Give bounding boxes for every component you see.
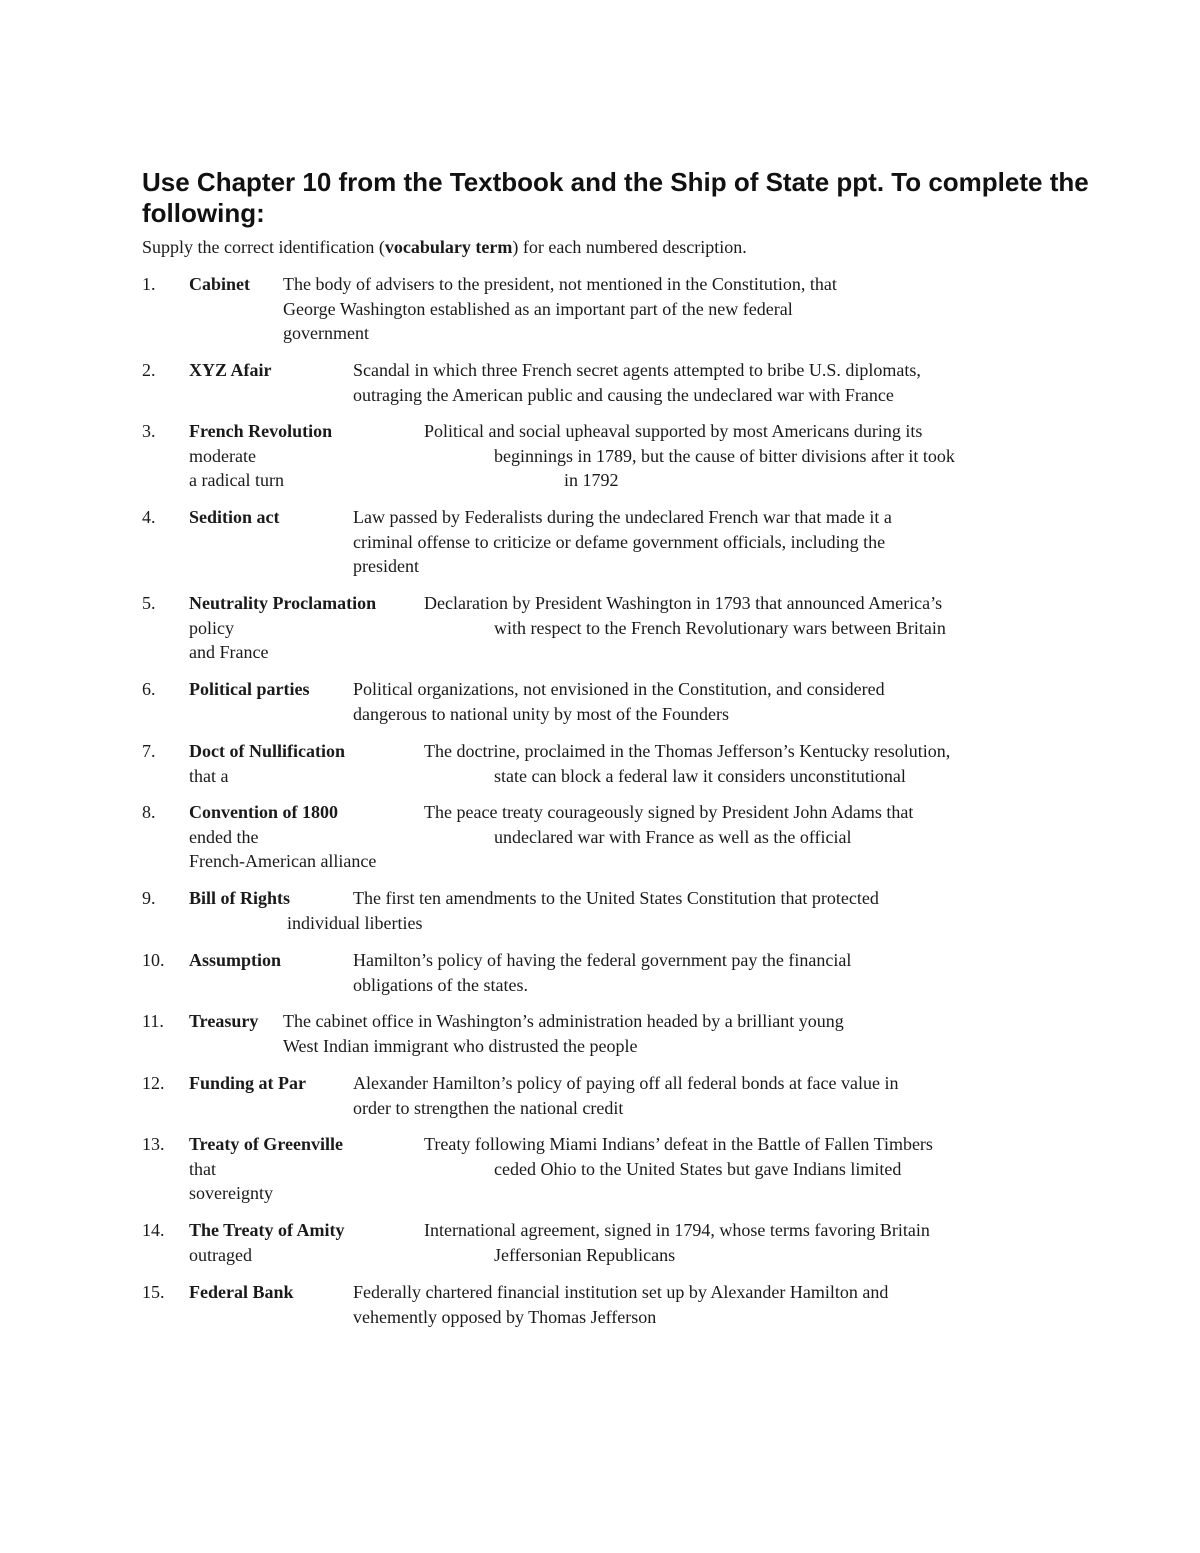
definition-line: Law passed by Federalists during the undeclared French war that made it a (353, 507, 892, 527)
definition-line: Treaty following Miami Indians’ defeat in the Battle of Fallen Timbers (424, 1134, 933, 1154)
instructions (142, 235, 747, 259)
definition-wrap-text: that a (189, 765, 229, 786)
definition-line: order to strengthen the national credit (353, 1097, 624, 1118)
instructions-bold-term: vocabulary term (384, 237, 513, 257)
item-number: 8. (142, 802, 156, 822)
definition-line: in 1792 (564, 470, 619, 490)
definition-line: Political and social upheaval supported by most Americans during its (424, 421, 923, 441)
vocab-term: Funding at Par (189, 1073, 307, 1093)
item-number: 7. (142, 741, 156, 761)
definition-line: Political organizations, not envisioned in the Constitution, and considered (353, 679, 885, 699)
vocab-definition (287, 886, 879, 935)
vocab-term: The Treaty of Amity (189, 1220, 345, 1240)
definition-line: George Washington established as an important part of the new federal (283, 298, 793, 319)
definition-wrap-text: ended the (189, 826, 259, 847)
vocab-term: Cabinet (189, 274, 251, 294)
definition-line: individual liberties (287, 912, 423, 933)
item-number: 9. (142, 888, 156, 908)
definition-wrap-text: outraged (189, 1244, 252, 1265)
vocab-term: Treaty of Greenville (189, 1134, 343, 1154)
definition-line: criminal offense to criticize or defame government officials, including the (353, 531, 886, 552)
vocab-term: Convention of 1800 (189, 802, 339, 822)
definition-line: Scandal in which three French secret agents attempted to bribe U.S. diplomats, (353, 360, 921, 380)
definition-line: Alexander Hamilton’s policy of paying off all federal bonds at face value in (353, 1073, 899, 1093)
item-number: 6. (142, 679, 156, 699)
vocab-term: Federal Bank (189, 1282, 294, 1302)
item-number: 15. (142, 1282, 165, 1302)
definition-wrap-text: a radical turn (189, 470, 284, 490)
definition-line: with respect to the French Revolutionary wars between Britain (494, 617, 946, 638)
item-number: 2. (142, 360, 156, 380)
definition-line: West Indian immigrant who distrusted the people (283, 1035, 638, 1056)
vocab-term: Doct of Nullification (189, 741, 345, 761)
vocab-definition (353, 948, 851, 997)
vocab-term: Treasury (189, 1011, 259, 1031)
definition-line: government (283, 323, 369, 343)
definition-line: The body of advisers to the president, not mentioned in the Constitution, that (283, 274, 837, 294)
definition-line: The doctrine, proclaimed in the Thomas Jefferson’s Kentucky resolution, (424, 741, 951, 761)
definition-wrap-text: sovereignty (189, 1183, 273, 1203)
vocab-definition (353, 1280, 888, 1329)
vocab-term: Neutrality Proclamation (189, 593, 377, 613)
vocab-definition (353, 677, 885, 726)
definition-line: Federally chartered financial institution set up by Alexander Hamilton and (353, 1282, 889, 1302)
definition-wrap-text: and France (189, 642, 269, 662)
definition-line: Jeffersonian Republicans (494, 1244, 676, 1265)
definition-line: vehemently opposed by Thomas Jefferson (353, 1306, 657, 1327)
document-title: Use Chapter 10 from the Textbook and the Ship of State ppt. To complete the following: (142, 167, 1089, 228)
definition-line: dangerous to national unity by most of the Founders (353, 703, 729, 724)
vocab-definition (283, 1009, 844, 1058)
vocab-term: XYZ Afair (189, 360, 272, 380)
instructions-text-before: Supply the correct identification ( (142, 237, 385, 257)
vocab-definition (283, 272, 837, 346)
vocab-definition (353, 505, 892, 579)
vocab-term: Sedition act (189, 507, 280, 527)
vocab-term: Assumption (189, 950, 282, 970)
definition-line: The cabinet office in Washington’s administration headed by a brilliant young (283, 1011, 844, 1031)
definition-line: beginnings in 1789, but the cause of bitter divisions after it took (494, 445, 955, 466)
item-number: 10. (142, 950, 165, 970)
item-number: 4. (142, 507, 156, 527)
item-number: 11. (142, 1011, 164, 1031)
item-number: 13. (142, 1134, 165, 1154)
definition-line: outraging the American public and causing the undeclared war with France (353, 384, 894, 405)
vocab-definition (353, 358, 921, 407)
definition-wrap-text: that (189, 1158, 216, 1179)
vocab-term: Political parties (189, 679, 310, 699)
definition-wrap-text: French-American alliance (189, 851, 377, 871)
item-number: 5. (142, 593, 156, 613)
definition-wrap-text: policy (189, 617, 234, 638)
definition-line: Declaration by President Washington in 1793 that announced America’s (424, 593, 943, 613)
definition-line: obligations of the states. (353, 974, 528, 995)
definition-line: president (353, 556, 419, 576)
definition-line: International agreement, signed in 1794, whose terms favoring Britain (424, 1220, 930, 1240)
vocab-definition (353, 1071, 898, 1120)
definition-wrap-text: moderate (189, 445, 256, 466)
item-number: 14. (142, 1220, 165, 1240)
definition-line: ceded Ohio to the United States but gave Indians limited (494, 1158, 902, 1179)
definition-line: The first ten amendments to the United States Constitution that protected (353, 888, 879, 908)
vocab-term: Bill of Rights (189, 888, 291, 908)
item-number: 12. (142, 1073, 165, 1093)
instructions-text-after: ) for each numbered description. (512, 237, 747, 257)
vocab-term: French Revolution (189, 421, 333, 441)
definition-line: Hamilton’s policy of having the federal government pay the financial (353, 950, 852, 970)
definition-line: state can block a federal law it considers unconstitutional (494, 765, 906, 786)
item-number: 1. (142, 274, 156, 294)
definition-line: The peace treaty courageously signed by President John Adams that (424, 802, 914, 822)
item-number: 3. (142, 421, 156, 441)
definition-line: undeclared war with France as well as the official (494, 826, 852, 847)
